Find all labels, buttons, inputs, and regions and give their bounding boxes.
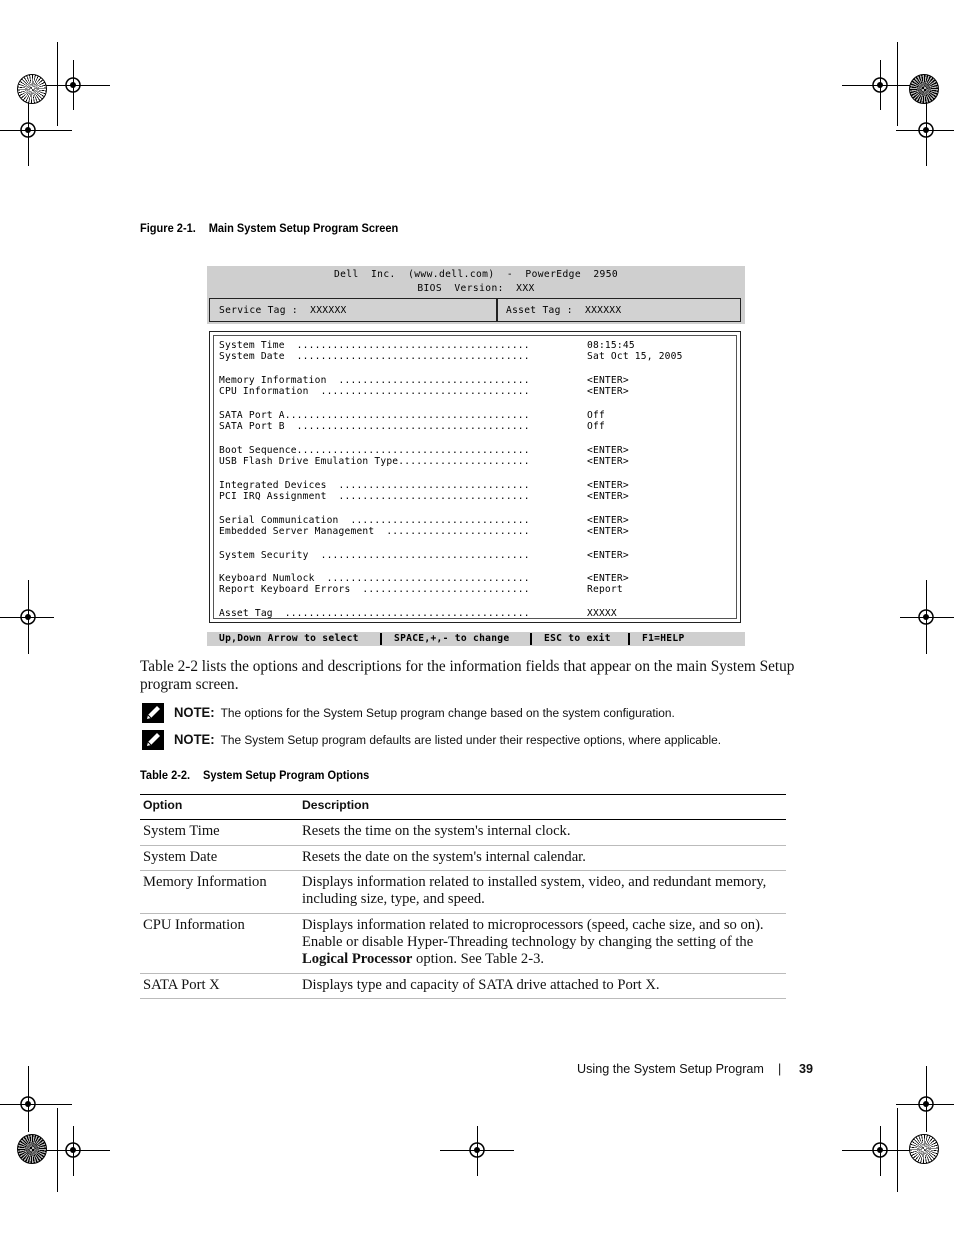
registration-target-icon: [909, 600, 943, 634]
header-option: Option: [143, 798, 183, 812]
table-row: [140, 820, 786, 846]
bios-setup-screen: [207, 266, 745, 646]
option-cell: SATA Port X: [143, 977, 220, 993]
table-header-row: [140, 794, 786, 820]
figure-number: Figure 2-1.: [140, 221, 196, 235]
bios-row-pci-irq-assignment[interactable]: PCI IRQ Assignment ................................ <ENTER>: [219, 491, 629, 502]
note-pencil-icon: [142, 703, 164, 723]
description-cell: Resets the date on the system's internal calendar.: [302, 849, 586, 865]
logical-processor-term: Logical Processor: [302, 951, 413, 967]
registration-target-icon: [460, 1133, 494, 1167]
service-tag: Service Tag : XXXXXX: [219, 305, 347, 316]
note-text: The System Setup program defaults are listed under their respective options, where applicable.: [220, 733, 722, 747]
registration-star-icon: [909, 1134, 939, 1164]
registration-target-icon: [56, 1133, 90, 1167]
option-cell: System Time: [143, 823, 220, 839]
figure-caption: [140, 221, 398, 235]
bios-row-integrated-devices[interactable]: Integrated Devices ................................ <ENTER>: [219, 480, 629, 491]
tag-box: [209, 298, 741, 322]
registration-star-icon: [909, 74, 939, 104]
bios-vendor-line: Dell Inc. (www.dell.com) - PowerEdge 2950: [333, 269, 619, 280]
header-description: Description: [302, 798, 370, 812]
registration-target-icon: [56, 68, 90, 102]
footer-exit-hint: ESC to exit: [544, 633, 611, 644]
footer-change-hint: SPACE,+,- to change: [394, 633, 510, 644]
bios-row-memory-information[interactable]: Memory Information ................................ <ENTER>: [219, 375, 629, 386]
bios-row-sata-port-a[interactable]: SATA Port A......................................... Off: [219, 410, 605, 421]
bios-row-system-time[interactable]: System Time ....................................... 08:15:45: [219, 340, 635, 351]
registration-star-icon: [17, 74, 47, 104]
option-cell: System Date: [143, 849, 218, 865]
description-cell: Displays type and capacity of SATA drive attached to Port X.: [302, 977, 660, 993]
bios-row-keyboard-numlock[interactable]: Keyboard Numlock .................................. <ENTER>: [219, 573, 629, 584]
bios-row-sata-port-b[interactable]: SATA Port B ....................................... Off: [219, 421, 605, 432]
table-title: System Setup Program Options: [202, 768, 370, 782]
body-paragraph: Table 2-2 lists the options and descriptions for the information fields that appear on the main System Setup program screen.: [140, 658, 795, 693]
bios-row-serial-communication[interactable]: Serial Communication .............................. <ENTER>: [219, 515, 629, 526]
note-pencil-icon: [142, 730, 164, 750]
bios-header: [207, 266, 745, 324]
bios-row-usb-flash-drive-emulation[interactable]: USB Flash Drive Emulation Type...................... <ENTER>: [219, 456, 629, 467]
asset-tag: Asset Tag : XXXXXX: [506, 305, 622, 316]
option-cell: Memory Information: [143, 874, 267, 890]
bios-row-embedded-server-management[interactable]: Embedded Server Management ........................ <ENTER>: [219, 526, 629, 537]
bios-options-panel: [209, 331, 741, 623]
registration-target-icon: [863, 1133, 897, 1167]
description-cell: Displays information related to microprocessors (speed, cache size, and so on). Enable or disable Hyper-Threading technology by changing the setting of the Logical Processor option. See Table 2-3.: [302, 917, 764, 967]
table-row: [140, 974, 786, 999]
footer-separator: |: [778, 1062, 782, 1076]
bios-row-asset-tag[interactable]: Asset Tag ......................................... XXXXX: [219, 608, 617, 619]
registration-star-icon: [17, 1134, 47, 1164]
registration-target-icon: [11, 600, 45, 634]
table-row: [140, 914, 786, 974]
bios-row-cpu-information[interactable]: CPU Information ................................... <ENTER>: [219, 386, 629, 397]
footer-help-hint: F1=HELP: [642, 633, 685, 644]
footer-section-title: Using the System Setup Program: [577, 1062, 764, 1076]
description-cell: Resets the time on the system's internal clock.: [302, 823, 571, 839]
registration-target-icon: [909, 1087, 943, 1121]
bios-row-system-security[interactable]: System Security ................................... <ENTER>: [219, 550, 629, 561]
registration-target-icon: [909, 113, 943, 147]
table-number: Table 2-2.: [140, 768, 191, 782]
bios-row-report-keyboard-errors[interactable]: Report Keyboard Errors ............................ Report: [219, 584, 623, 595]
note-label: NOTE:: [174, 705, 215, 720]
registration-target-icon: [11, 113, 45, 147]
option-cell: CPU Information: [143, 917, 245, 933]
bios-footer-help-bar: [207, 632, 745, 646]
note-label: NOTE:: [174, 732, 215, 747]
bios-version-line: BIOS Version: XXX: [417, 283, 535, 294]
table-caption: [140, 768, 369, 782]
description-cell: Displays information related to installed system, video, and redundant memory, including size, type, and speed.: [302, 874, 767, 907]
options-table: [140, 794, 786, 999]
table-row: [140, 871, 786, 914]
bios-row-system-date[interactable]: System Date ....................................... Sat Oct 15, 2005: [219, 351, 683, 362]
footer-select-hint: Up,Down Arrow to select: [219, 633, 359, 644]
note-text: The options for the System Setup program change based on the system configuration.: [220, 706, 675, 720]
bios-row-boot-sequence[interactable]: Boot Sequence....................................... <ENTER>: [219, 445, 629, 456]
figure-title: Main System Setup Program Screen: [208, 221, 399, 235]
registration-target-icon: [863, 68, 897, 102]
registration-target-icon: [11, 1087, 45, 1121]
page-number: 39: [799, 1062, 814, 1076]
table-row: [140, 846, 786, 871]
